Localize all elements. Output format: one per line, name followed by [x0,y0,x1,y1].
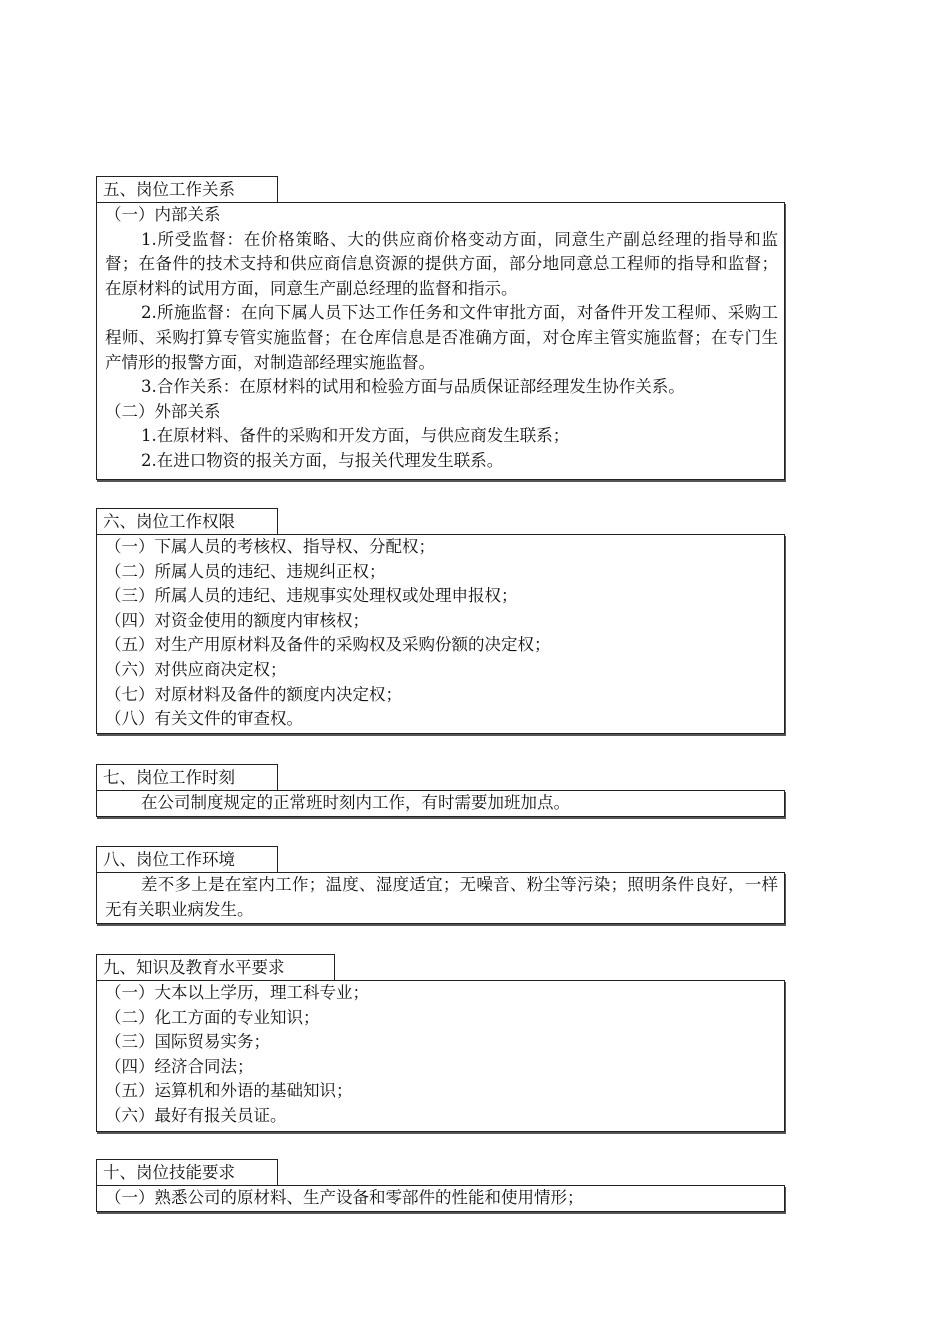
section-work-hours [96,764,785,817]
section-work-environment [96,846,785,924]
section-title: 九、知识及教育水平要求 [96,954,335,980]
paragraph-environment: 差不多上是在室内工作；温度、湿度适宜；无噪音、粉尘等污染；照明条件良好，一样无有关职业病发生。 [105,875,778,919]
subheading-internal-relations: （一）内部关系 [105,205,221,224]
section-authority [96,508,785,734]
section-body [96,202,785,480]
list-item: （二）所属人员的违纪、违规纠正权； [105,561,386,581]
list-item: （一）下属人员的考核权、指导权、分配权； [105,537,435,556]
list-item: （四）对资金使用的额度内审核权； [105,610,369,630]
section-body [96,980,785,1132]
section-body [96,534,785,734]
list-item: （五）运算机和外语的基础知识； [105,1081,353,1101]
paragraph-cooperation: 3.合作关系：在原材料的试用和检验方面与品质保证部经理发生协作关系。 [141,377,685,397]
paragraph-work-hours: 在公司制度规定的正常班时刻内工作，有时需要加班加点。 [141,793,570,812]
list-item: （七）对原材料及备件的额度内决定权； [105,684,402,704]
list-item: （八）有关文件的审查权。 [105,709,303,729]
list-item: （二）化工方面的专业知识； [105,1007,320,1027]
section-title: 八、岗位工作环境 [96,846,278,872]
section-skill-requirements [96,1159,785,1212]
list-item: （六）对供应商决定权； [105,659,287,679]
section-education-requirements [96,954,785,1132]
section-title: 十、岗位技能要求 [96,1159,278,1185]
list-item: （一）熟悉公司的原材料、生产设备和零部件的性能和使用情形； [105,1188,584,1207]
list-item: （三）国际贸易实务； [105,1032,270,1052]
section-work-relations [96,176,785,480]
list-item: （三）所属人员的违纪、违规事实处理权或处理申报权； [105,586,518,606]
section-body [96,1185,785,1212]
section-title: 六、岗位工作权限 [96,508,278,534]
section-title: 五、岗位工作关系 [96,176,278,202]
list-item: （六）最好有报关员证。 [105,1105,287,1125]
paragraph-supervised-by: 1.所受监督：在价格策略、大的供应商价格变动方面，同意生产副总经理的指导和监督；在备件的技术支持和供应商信息资源的提供方面，部分地同意总工程师的指导和监督；在原材料的试用方面，同意生产副总经理的监督和指示。 [105,229,778,298]
external-relation-item: 1.在原材料、备件的采购和开发方面，与供应商发生联系； [141,426,570,446]
subheading-external-relations: （二）外部关系 [105,401,221,421]
list-item: （五）对生产用原材料及备件的采购权及采购份额的决定权； [105,635,551,655]
paragraph-supervises: 2.所施监督：在向下属人员下达工作任务和文件审批方面，对备件开发工程师、采购工程师、采购打算专管实施监督；在仓库信息是否准确方面，对仓库主管实施监督；在专门生产情形的报警方面，对制造部经理实施监督。 [105,303,778,372]
list-item: （四）经济合同法； [105,1056,254,1076]
section-body [96,790,785,817]
external-relation-item: 2.在进口物资的报关方面，与报关代理发生联系。 [141,450,504,470]
section-title: 七、岗位工作时刻 [96,764,278,790]
section-body [96,872,785,924]
list-item: （一）大本以上学历，理工科专业； [105,983,369,1002]
